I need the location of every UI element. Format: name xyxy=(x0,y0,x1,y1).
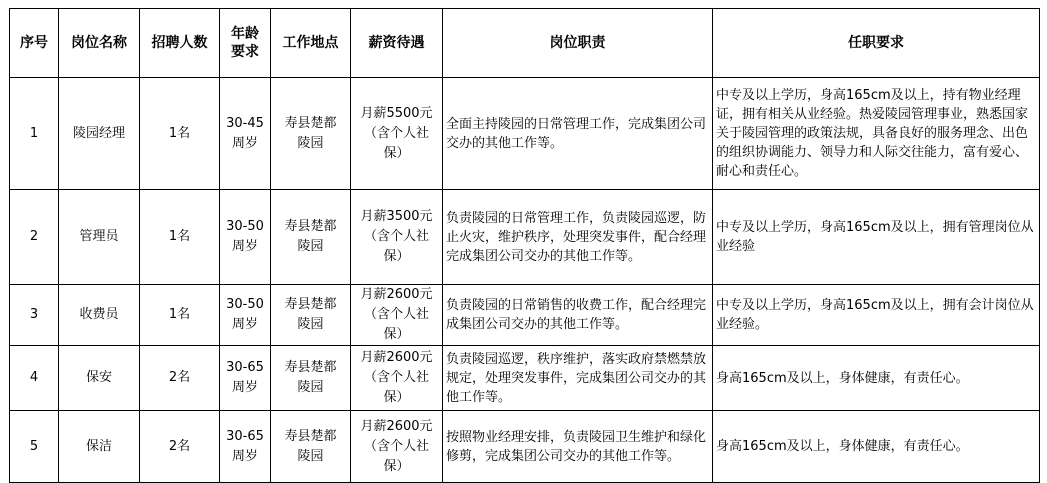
cell-age-text: 30-65周岁 xyxy=(226,428,264,464)
cell-location xyxy=(271,190,351,285)
cell-salary-text: 月薪2600元（含个人社保） xyxy=(360,287,433,342)
cell-index: 5 xyxy=(10,411,59,483)
cell-headcount: 2名 xyxy=(140,346,220,411)
cell-salary-text: 月薪3500元（含个人社保） xyxy=(360,209,433,264)
cell-requirements: 中专及以上学历，身高165cm及以上，持有物业经理证，拥有相关从业经验。热爱陵园管理事业，熟悉国家关于陵园管理的政策法规，具备良好的服务理念、出色的组织协调能力、领导力和人际交往能力，富有爱心、耐心和责任心。 xyxy=(713,78,1040,190)
cell-salary-text: 月薪5500元（含个人社保） xyxy=(360,105,433,161)
table-row xyxy=(10,411,1040,483)
cell-position: 保安 xyxy=(59,346,140,411)
header-salary: 薪资待遇 xyxy=(351,9,443,78)
header-age-text: 年龄要求 xyxy=(231,26,259,60)
cell-salary-text: 月薪2600元（含个人社保） xyxy=(360,418,433,474)
cell-location-text: 寿县楚都陵园 xyxy=(284,219,337,254)
cell-salary xyxy=(351,78,443,190)
cell-location-text: 寿县楚都陵园 xyxy=(284,360,337,395)
cell-position: 收费员 xyxy=(59,285,140,346)
cell-salary-text: 月薪2600元（含个人社保） xyxy=(360,350,433,405)
cell-headcount: 1名 xyxy=(140,285,220,346)
header-location: 工作地点 xyxy=(271,9,351,78)
cell-index: 2 xyxy=(10,190,59,285)
cell-salary xyxy=(351,411,443,483)
header-row xyxy=(10,9,1040,78)
cell-position: 陵园经理 xyxy=(59,78,140,190)
cell-age xyxy=(220,346,271,411)
cell-location-text: 寿县楚都陵园 xyxy=(284,428,337,464)
header-headcount: 招聘人数 xyxy=(140,9,220,78)
header-duties: 岗位职责 xyxy=(443,9,713,78)
cell-duties: 负责陵园巡逻，秩序维护，落实政府禁燃禁放规定，处理突发事件，完成集团公司交办的其他工作等。 xyxy=(443,346,713,411)
cell-salary xyxy=(351,190,443,285)
cell-location xyxy=(271,78,351,190)
cell-duties: 负责陵园的日常销售的收费工作，配合经理完成集团公司交办的其他工作等。 xyxy=(443,285,713,346)
cell-age xyxy=(220,78,271,190)
cell-location xyxy=(271,346,351,411)
table-row xyxy=(10,190,1040,285)
cell-index: 4 xyxy=(10,346,59,411)
cell-age-text: 30-65周岁 xyxy=(226,360,264,395)
cell-salary xyxy=(351,285,443,346)
header-age xyxy=(220,9,271,78)
cell-age xyxy=(220,190,271,285)
cell-requirements: 身高165cm及以上，身体健康，有责任心。 xyxy=(713,411,1040,483)
cell-requirements: 中专及以上学历，身高165cm及以上，拥有会计岗位从业经验。 xyxy=(713,285,1040,346)
cell-index: 3 xyxy=(10,285,59,346)
cell-index: 1 xyxy=(10,78,59,190)
cell-position: 管理员 xyxy=(59,190,140,285)
cell-location-text: 寿县楚都陵园 xyxy=(284,115,337,151)
cell-location xyxy=(271,411,351,483)
cell-duties: 全面主持陵园的日常管理工作，完成集团公司交办的其他工作等。 xyxy=(443,78,713,190)
cell-age-text: 30-45周岁 xyxy=(226,115,264,151)
cell-age xyxy=(220,285,271,346)
cell-duties: 负责陵园的日常管理工作，负责陵园巡逻，防止火灾，维护秩序，处理突发事件，配合经理完成集团公司交办的其他工作等。 xyxy=(443,190,713,285)
header-index: 序号 xyxy=(10,9,59,78)
recruitment-table xyxy=(9,8,1040,483)
cell-headcount: 1名 xyxy=(140,78,220,190)
table-row xyxy=(10,285,1040,346)
cell-position: 保洁 xyxy=(59,411,140,483)
cell-age-text: 30-50周岁 xyxy=(226,297,264,332)
cell-headcount: 1名 xyxy=(140,190,220,285)
cell-age xyxy=(220,411,271,483)
header-position: 岗位名称 xyxy=(59,9,140,78)
cell-requirements: 中专及以上学历，身高165cm及以上，拥有管理岗位从业经验 xyxy=(713,190,1040,285)
cell-headcount: 2名 xyxy=(140,411,220,483)
recruitment-table-container xyxy=(9,8,1040,483)
cell-salary xyxy=(351,346,443,411)
cell-location xyxy=(271,285,351,346)
cell-location-text: 寿县楚都陵园 xyxy=(284,297,337,332)
cell-requirements: 身高165cm及以上，身体健康，有责任心。 xyxy=(713,346,1040,411)
table-row xyxy=(10,346,1040,411)
cell-age-text: 30-50周岁 xyxy=(226,219,264,254)
table-row xyxy=(10,78,1040,190)
cell-duties: 按照物业经理安排，负责陵园卫生维护和绿化修剪，完成集团公司交办的其他工作等。 xyxy=(443,411,713,483)
header-requirements: 任职要求 xyxy=(713,9,1040,78)
